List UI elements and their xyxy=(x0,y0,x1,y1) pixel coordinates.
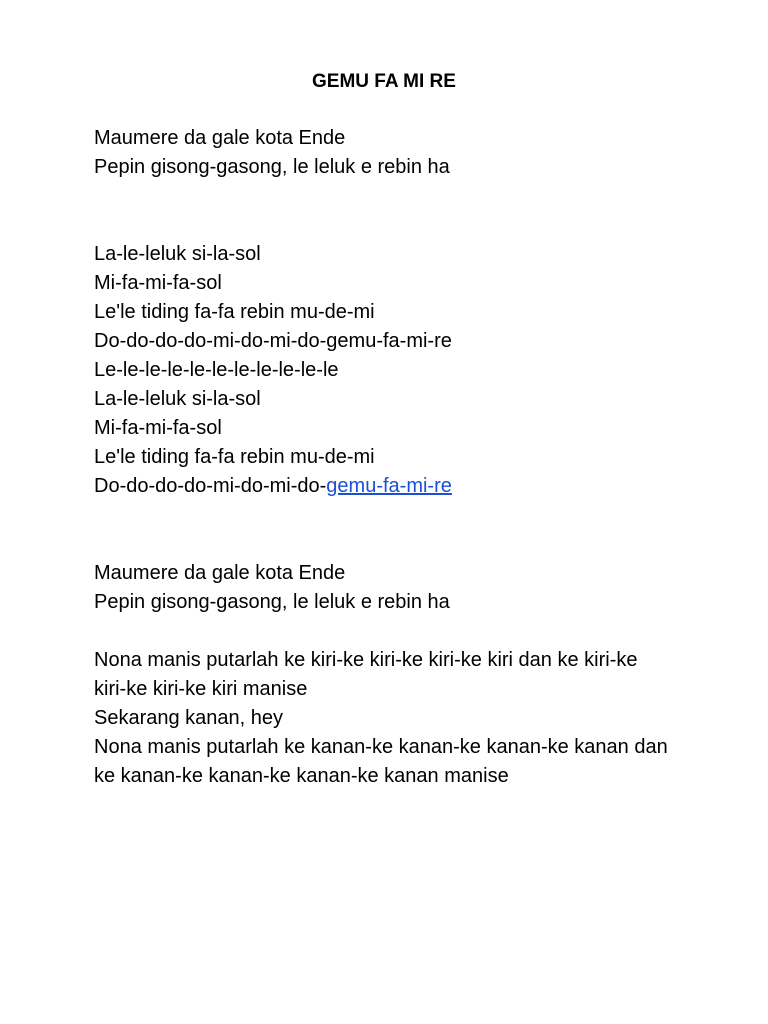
lyric-line: Maumere da gale kota Ende xyxy=(94,562,346,584)
lyric-line: Mi-fa-mi-fa-sol xyxy=(94,272,222,294)
stanza-3 xyxy=(94,559,674,617)
lyric-line: Do-do-do-do-mi-do-mi-do-gemu-fa-mi-re xyxy=(94,330,452,352)
stanza-4 xyxy=(94,646,674,791)
gemu-fa-mi-re-link[interactable]: gemu-fa-mi-re xyxy=(326,475,452,497)
stanza-2 xyxy=(94,240,674,501)
lyric-line: La-le-leluk si-la-sol xyxy=(94,243,261,265)
lyric-line: Mi-fa-mi-fa-sol xyxy=(94,417,222,439)
lyric-line: Sekarang kanan, hey xyxy=(94,707,284,729)
lyric-line: Le'le tiding fa-fa rebin mu-de-mi xyxy=(94,301,375,323)
lyric-line: Maumere da gale kota Ende xyxy=(94,127,346,149)
lyric-line-with-link xyxy=(94,472,674,501)
lyric-line: Pepin gisong-gasong, le leluk e rebin ha xyxy=(94,156,450,178)
stanza-1 xyxy=(94,124,674,182)
lyric-line: Le'le tiding fa-fa rebin mu-de-mi xyxy=(94,446,375,468)
song-title: GEMU FA MI RE xyxy=(312,71,456,92)
lyric-paragraph: Nona manis putarlah ke kiri-ke kiri-ke kiri-ke kiri dan ke kiri-ke kiri-ke kiri-ke kiri manise xyxy=(94,649,638,700)
lyric-line: La-le-leluk si-la-sol xyxy=(94,388,261,410)
lyric-line: Pepin gisong-gasong, le leluk e rebin ha xyxy=(94,591,450,613)
lyric-line: Le-le-le-le-le-le-le-le-le-le-le xyxy=(94,359,339,381)
lyric-line-prefix: Do-do-do-do-mi-do-mi-do- xyxy=(94,475,327,497)
lyric-paragraph: Nona manis putarlah ke kanan-ke kanan-ke kanan-ke kanan dan ke kanan-ke kanan-ke kanan-ke kanan manise xyxy=(94,736,668,787)
